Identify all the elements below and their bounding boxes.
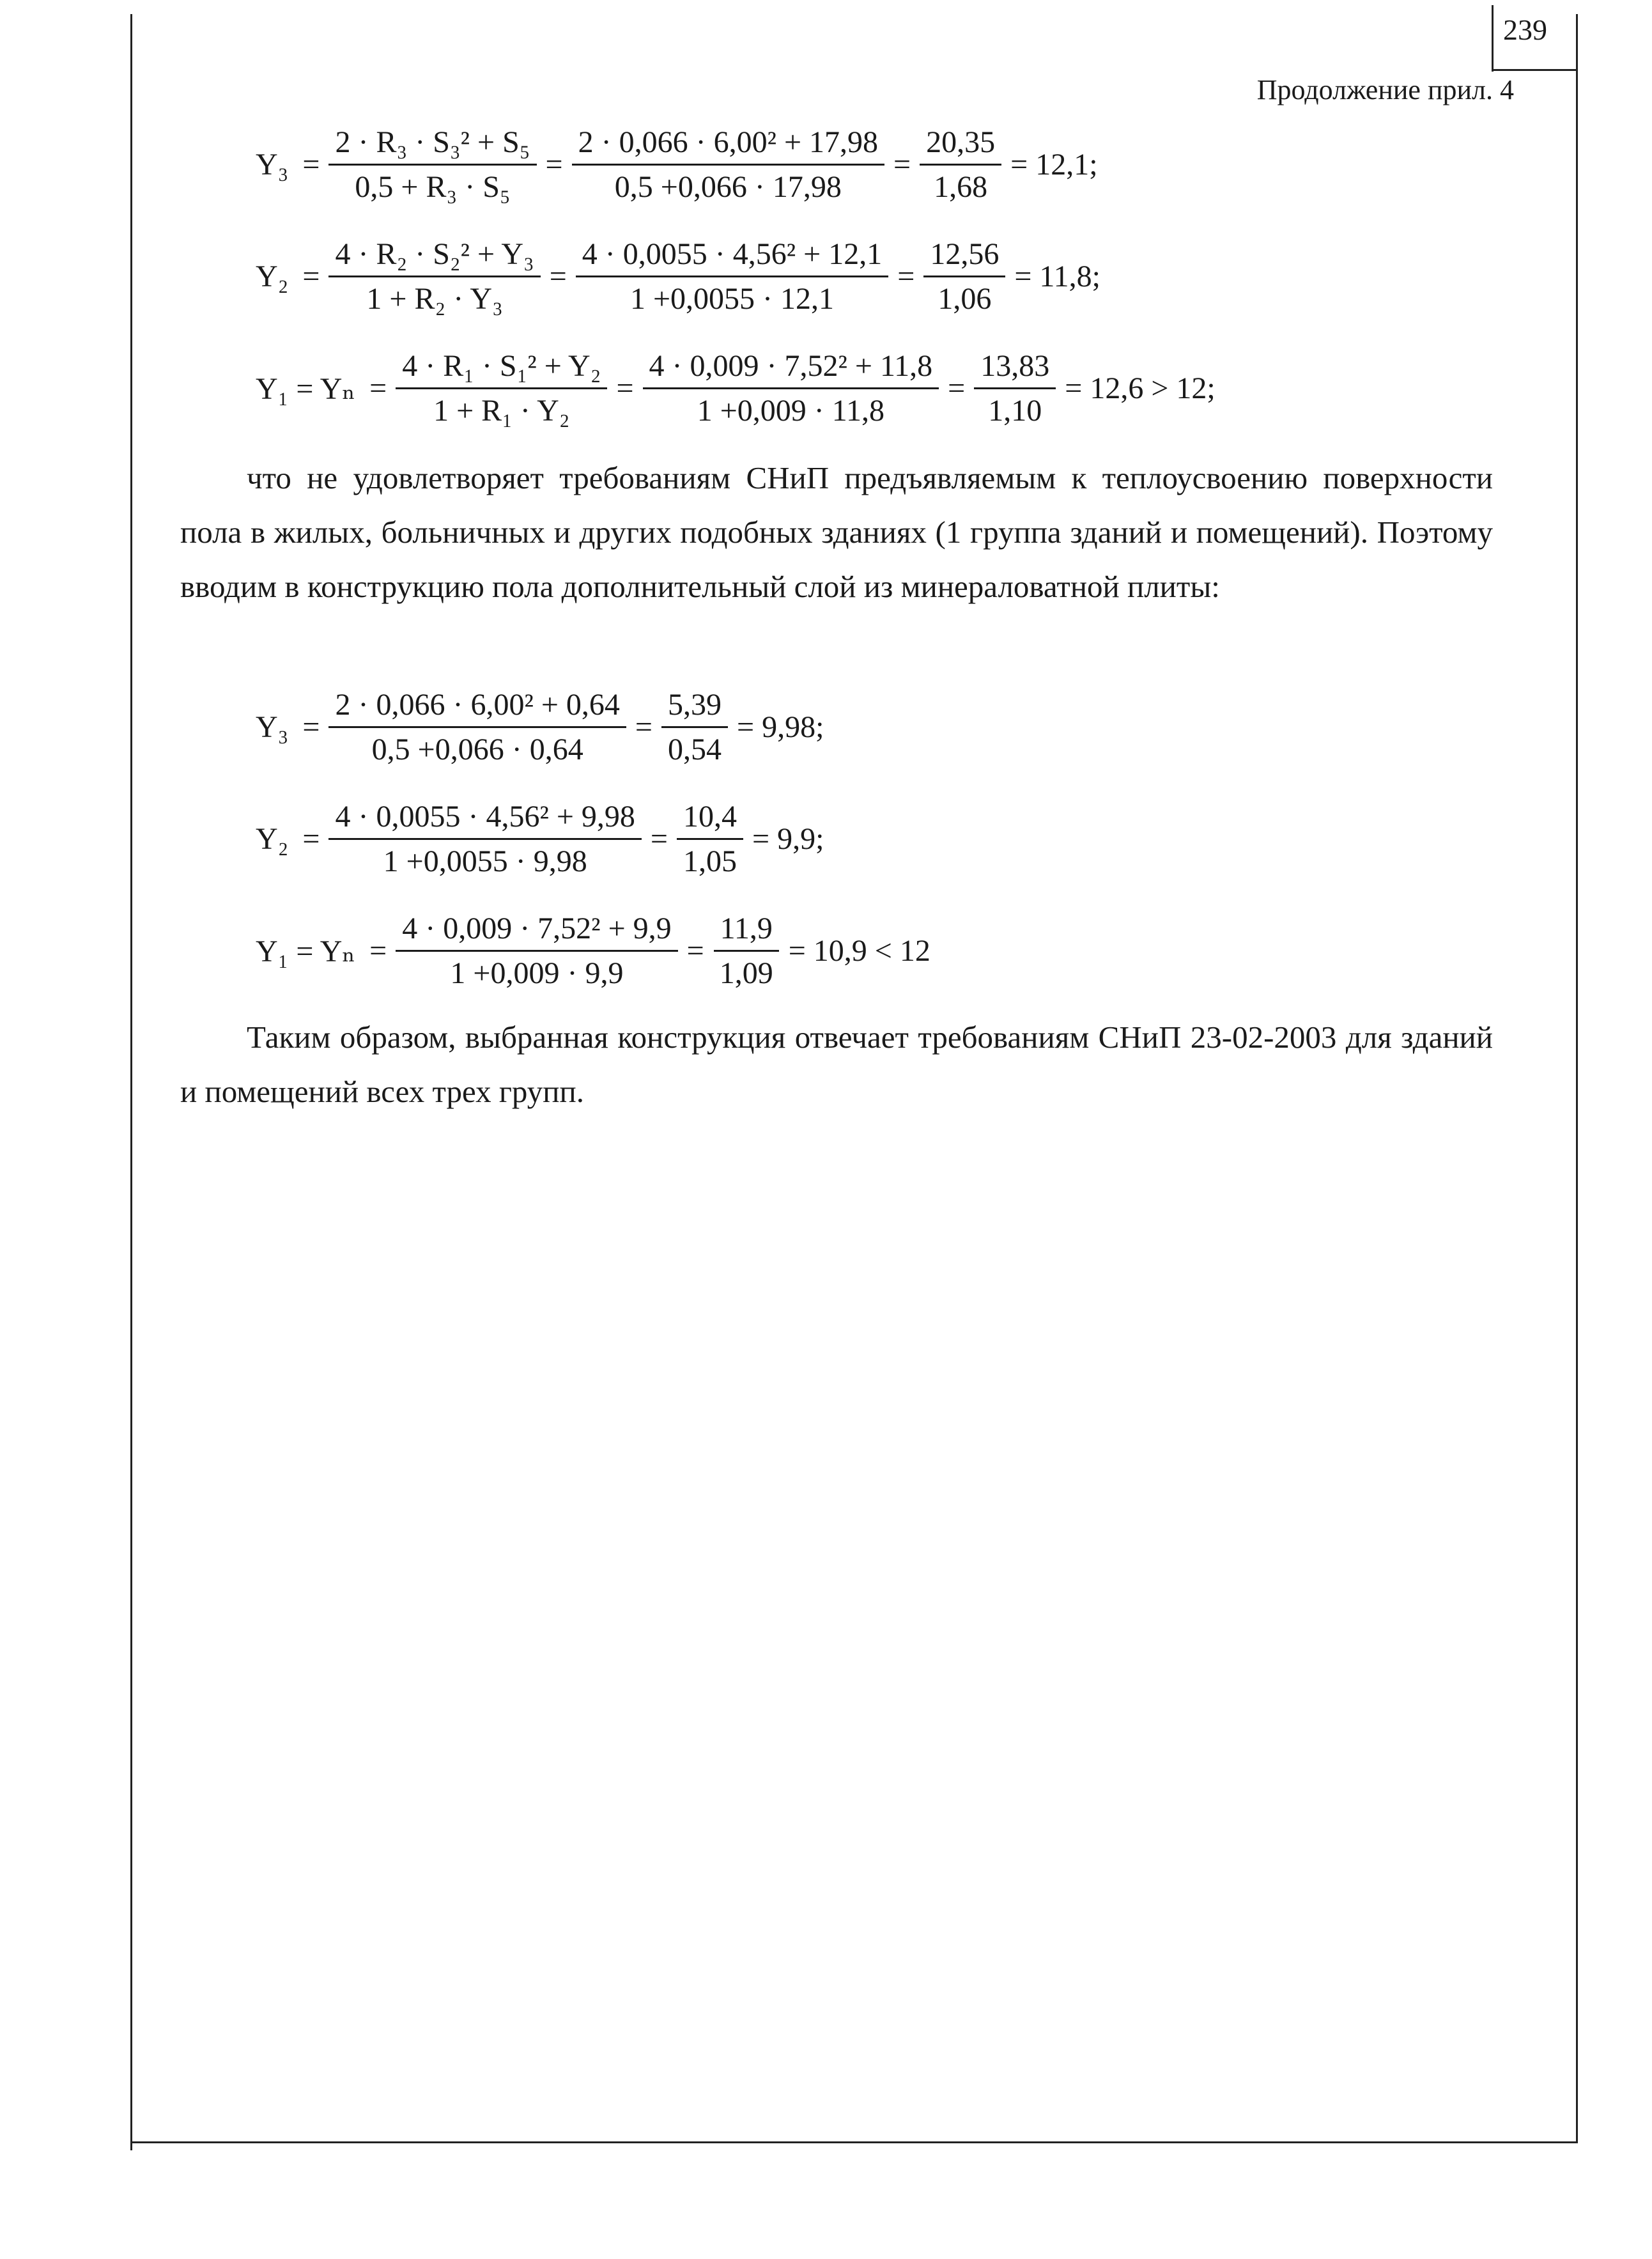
equation-result: = 10,9 < 12 (788, 934, 930, 968)
fraction-simplified: $\frac{12,56}{1,06}$ (923, 237, 1005, 316)
fraction-simplified: $\frac{20,35}{1,68}$ (920, 125, 1001, 205)
equation-lhs: Y₁ = Yₙ (256, 934, 356, 968)
equation-y1-revised: Y₁ = Yₙ = $\frac{\text{4 · 0,009 · 7,52² + 9,9}}{1 +0,009 \cdot 9,9}$ = $\frac{11,9}{1,09}$ = 10,9 < 12 (256, 912, 930, 990)
fraction-simplified: $\frac{13,83}{1,10}$ (974, 348, 1056, 428)
equation-y1-initial: Y₁ = Yₙ = $\frac{\text{4 · R₁ · S₁² + Y₂}}{\text{1 + R₁ · Y₂}}$ = $\frac{\text{4 · 0,009 · 7,52² + 11,8}}{1 +0,009 \cdot 11,8}$ = $\frac{13,83}{1,10}$ = 12,6 > 12; (256, 349, 1216, 428)
equation-lhs: Y₂ (256, 260, 289, 293)
equation-result: = 9,98; (737, 710, 824, 744)
equation-result: = 12,1; (1010, 148, 1098, 182)
fraction-simplified: $\frac{10,4}{1,05}$ (677, 799, 743, 879)
equation-lhs: Y₃ (256, 710, 289, 744)
page-number-box-left (1492, 5, 1494, 72)
page-number: 239 (1503, 13, 1547, 46)
page-frame-left (130, 14, 132, 2150)
equation-y3-initial: Y₃ = $\frac{\text{2 · R₃ · S₃² + S₅}}{\text{0,5 + R₃ · S₅}}$ = $\frac{\text{2 · 0,066 · 6,00² + 17,98}}{0,5 +0,066 \cdot 17,98}$ = $\frac{20,35}{1,68}$ = 12,1; (256, 125, 1098, 204)
fraction-numeric: $\frac{\text{2 · 0,066 · 6,00² + 17,98}}{0,5 +0,066 \cdot 17,98}$ (572, 125, 884, 205)
fraction-numeric: $\frac{\text{4 · 0,0055 · 4,56² + 9,98}}{1 +0,0055 \cdot 9,98}$ (328, 799, 641, 879)
equation-result: = 12,6 > 12; (1065, 371, 1216, 405)
fraction-numeric: $\frac{\text{4 · 0,0055 · 4,56² + 12,1}}{1 +0,0055 \cdot 12,1}$ (576, 237, 888, 316)
fraction-simplified: $\frac{11,9}{1,09}$ (713, 911, 780, 991)
paragraph-conclusion: Таким образом, выбранная конструкция отвечает требованиям СНиП 23-02-2003 для зданий и помещений всех трех групп. (180, 1020, 1493, 1109)
page-number-box-bottom (1492, 69, 1577, 71)
fraction-simplified: $\frac{5,39}{0,54}$ (661, 687, 728, 767)
equation-y2-revised: Y₂ = $\frac{\text{4 · 0,0055 · 4,56² + 9,98}}{1 +0,0055 \cdot 9,98}$ = $\frac{10,4}{1,05}$ = 9,9; (256, 800, 824, 878)
equation-lhs: Y₂ (256, 822, 289, 856)
fraction-symbolic: $\frac{\text{4 · R₁ · S₁² + Y₂}}{\text{1 + R₁ · Y₂}}$ (396, 348, 607, 428)
fraction-numeric: $\frac{\text{2 · 0,066 · 6,00² + 0,64}}{0,5 +0,066 \cdot 0,64}$ (328, 687, 626, 767)
fraction-numeric: $\frac{\text{4 · 0,009 · 7,52² + 11,8}}{1 +0,009 \cdot 11,8}$ (643, 348, 939, 428)
page-frame-right (1576, 14, 1578, 2143)
equation-result: = 9,9; (752, 822, 824, 856)
continuation-label: Продолжение прил. 4 (1256, 74, 1514, 105)
page-frame-bottom (130, 2141, 1578, 2143)
fraction-symbolic: $\frac{\text{4 · R₂ · S₂² + Y₃}}{\text{1 + R₂ · Y₃}}$ (328, 237, 540, 316)
equation-result: = 11,8; (1014, 260, 1100, 293)
equation-lhs: Y₃ (256, 148, 289, 182)
equation-y3-revised: Y₃ = $\frac{\text{2 · 0,066 · 6,00² + 0,64}}{0,5 +0,066 \cdot 0,64}$ = $\frac{5,39}{0,54}$ = 9,98; (256, 688, 824, 766)
equation-y2-initial: Y₂ = $\frac{\text{4 · R₂ · S₂² + Y₃}}{\text{1 + R₂ · Y₃}}$ = $\frac{\text{4 · 0,0055 · 4,56² + 12,1}}{1 +0,0055 \cdot 12,1}$ = $\frac{12,56}{1,06}$ = 11,8; (256, 237, 1100, 316)
equation-lhs: Y₁ = Yₙ (256, 371, 356, 406)
fraction-symbolic: $\frac{\text{2 · R₃ · S₃² + S₅}}{\text{0,5 + R₃ · S₅}}$ (328, 125, 536, 205)
fraction-numeric: $\frac{\text{4 · 0,009 · 7,52² + 9,9}}{1 +0,009 \cdot 9,9}$ (396, 911, 677, 991)
paragraph-snip-requirement: что не удовлетворяет требованиям СНиП предъявляемым к теплоусвоению поверхности пола в жилых, больничных и других подобных зданиях (1 группа зданий и помещений). Поэтому вводим в конструкцию пола дополнительный слой из минераловатной плиты: (180, 460, 1493, 604)
